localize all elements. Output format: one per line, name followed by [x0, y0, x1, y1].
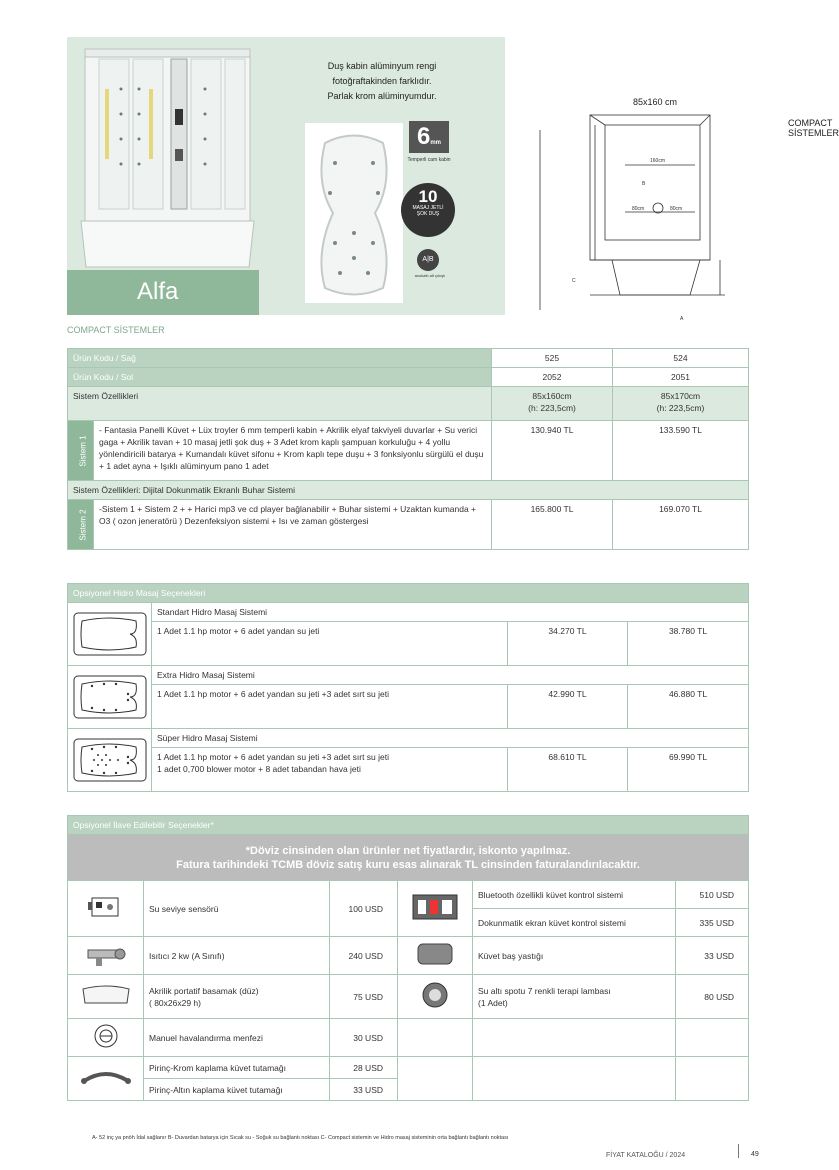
hydro-title: Standart Hidro Masaj Sistemi [152, 603, 749, 622]
glass-badge-caption: Temperli cam kabin [407, 157, 451, 163]
hydro-description: 1 Adet 1.1 hp motor + 6 adet yandan su jeti [152, 622, 508, 666]
option-price: 100 USD [330, 881, 398, 937]
headrest-icon [398, 937, 473, 975]
option-label: Isıtıcı 2 kw (A Sınıfı) [144, 937, 330, 975]
option-price: 335 USD [676, 909, 749, 937]
diagram-size-label: 85x160 cm [632, 97, 678, 107]
option-price: 33 USD [330, 1079, 398, 1101]
system-price-table [67, 348, 749, 550]
option-price: 80 USD [676, 975, 749, 1019]
price-cell: 42.990 TL [508, 685, 628, 729]
bathtub-icon [72, 672, 148, 722]
row-label: Sistem Özellikleri: Dijital Dokunmatik Ekranlı Buhar Sistemi [68, 481, 749, 500]
table-row [68, 1019, 749, 1057]
side-category-label: COMPACT SİSTEMLER [788, 118, 839, 138]
empty-cell [398, 1057, 473, 1101]
svg-text:160cm: 160cm [650, 158, 666, 164]
table-row [68, 500, 749, 550]
option-price: 33 USD [676, 937, 749, 975]
system-label: Sistem 1 [68, 421, 94, 481]
svg-text:C: C [572, 278, 576, 284]
table-row [68, 622, 749, 666]
bathtub-top-view-image [305, 123, 403, 303]
table-row [68, 349, 749, 368]
empty-cell [473, 1019, 676, 1057]
option-label: Su seviye sensörü [144, 881, 330, 937]
tub-thumbnail [68, 603, 152, 666]
table-row [68, 387, 749, 421]
system-description: - Fantasia Panelli Küvet + Lüx troyler 6 mm temperli kabin + Akrilik elyaf takviyeli duvarlar + Su verici gaga + Akrilik tavan + 10 masaj jetli şok duş + 3 Adet krom kaplı şampuan korkuluğu + 4 yollu yönlendiricili batarya + Kumandalı küvet sifonu + Krom kaplı tepe duşu + 3 fonksiyonlu sürgülü el duşu + 1 adet ayna + Işıklı alüminyum pano 1 adet [94, 421, 492, 481]
table-row [68, 835, 749, 881]
row-label: Ürün Kodu / Sol [68, 368, 492, 387]
option-price: 240 USD [330, 937, 398, 975]
price-cell: 169.070 TL [613, 500, 749, 550]
system-label: Sistem 2 [68, 500, 94, 550]
table-row [68, 603, 749, 622]
table-row [68, 975, 749, 1019]
code-cell: 524 [613, 349, 749, 368]
ab-badge-caption: avukatlı alt çıkışlı [414, 273, 446, 278]
hydro-description: 1 Adet 1.1 hp motor + 6 adet yandan su jeti +3 adet sırt su jeti 1 adet 0,700 blower motor + 8 adet tabandan hava jeti [152, 748, 508, 792]
svg-text:80cm: 80cm [670, 206, 683, 212]
table-row [68, 881, 749, 909]
hydro-title: Süper Hidro Masaj Sistemi [152, 729, 749, 748]
massage-jets-badge: 10 MASAJ JETLİ ŞOK DUŞ [401, 183, 455, 237]
code-cell: 2052 [492, 368, 613, 387]
hydro-massage-table [67, 583, 749, 792]
caption-line: Duş kabin alüminyum rengi [327, 61, 437, 71]
empty-cell [473, 1057, 676, 1101]
price-cell: 130.940 TL [492, 421, 613, 481]
step-icon [68, 975, 144, 1019]
option-label: Pirinç-Altın kaplama küvet tutamağı [144, 1079, 330, 1101]
option-label: Akrilik portatif basamak (düz) ( 80x26x29 h) [144, 975, 330, 1019]
section-title: COMPACT SİSTEMLER [67, 325, 165, 335]
option-price: 30 USD [330, 1019, 398, 1057]
price-cell: 165.800 TL [492, 500, 613, 550]
price-cell: 34.270 TL [508, 622, 628, 666]
code-cell: 2051 [613, 368, 749, 387]
row-label: Ürün Kodu / Sağ [68, 349, 492, 368]
option-label: Küvet baş yastığı [473, 937, 676, 975]
table-row [68, 584, 749, 603]
table-row [68, 666, 749, 685]
option-price: 75 USD [330, 975, 398, 1019]
footer-divider [738, 1144, 739, 1158]
empty-cell [676, 1019, 749, 1057]
table-header: Opsiyonel Hidro Masaj Seçenekleri [68, 584, 749, 603]
title-band [67, 270, 259, 315]
empty-cell [398, 1019, 473, 1057]
level-sensor-icon [68, 881, 144, 937]
table-row [68, 1057, 749, 1079]
table-row [68, 421, 749, 481]
option-price: 510 USD [676, 881, 749, 909]
ab-outlet-icon: A|B [417, 249, 439, 271]
handle-icon [68, 1057, 144, 1101]
system-description: -Sistem 1 + Sistem 2 + + Harici mp3 ve cd player bağlanabilir + Buhar sistemi + Uzaktan kumanda + O3 ( ozon jeneratörü ) Dezenfeksiyon sistemi + Isı ve zaman göstergesi [94, 500, 492, 550]
tub-thumbnail [68, 666, 152, 729]
currency-note: *Döviz cinsinden olan ürünler net fiyatlardır, iskonto yapılmaz. Fatura tarihindeki TCMB döviz satış kuru esas alınarak TL cinsinden faturalandırılacaktır. [68, 835, 749, 881]
technical-drawing [540, 110, 736, 325]
price-cell: 68.610 TL [508, 748, 628, 792]
table-row [68, 816, 749, 835]
glass-thickness-badge: 6mm [409, 121, 449, 153]
table-row [68, 729, 749, 748]
size-cell: 85x160cm (h: 223,5cm) [492, 387, 613, 421]
price-cell: 69.990 TL [628, 748, 749, 792]
control-panel-icon [398, 881, 473, 937]
bathtub-icon [72, 735, 148, 785]
bathtub-icon [72, 609, 148, 659]
footnote: A- 52 inç ya pnöh İdal sağlanır B- Duvardan batarya için Sıcak su - Soğuk su bağlantı noktası C- Compact sistemin ve Hidro masaj sisteminin orta bağlantı bağlantı noktası [92, 1135, 509, 1141]
empty-cell [676, 1057, 749, 1101]
table-row [68, 748, 749, 792]
option-price: 28 USD [330, 1057, 398, 1079]
svg-text:80cm: 80cm [632, 206, 645, 212]
table-row [68, 481, 749, 500]
price-cell: 46.880 TL [628, 685, 749, 729]
caption-line: Parlak krom alüminyumdur. [327, 91, 437, 101]
spotlight-icon [398, 975, 473, 1019]
price-cell: 38.780 TL [628, 622, 749, 666]
svg-text:A: A [680, 316, 684, 322]
size-cell: 85x170cm (h: 223,5cm) [613, 387, 749, 421]
option-label: Dokunmatik ekran küvet kontrol sistemi [473, 909, 676, 937]
hero-panel [67, 37, 505, 315]
price-cell: 133.590 TL [613, 421, 749, 481]
options-table [67, 815, 749, 1101]
heater-icon [68, 937, 144, 975]
table-row [68, 368, 749, 387]
option-label: Bluetooth özellikli küvet kontrol sistemi [473, 881, 676, 909]
hydro-title: Extra Hidro Masaj Sistemi [152, 666, 749, 685]
option-label: Pirinç-Krom kaplama küvet tutamağı [144, 1057, 330, 1079]
caption-line: fotoğraftakinden farklıdır. [332, 76, 432, 86]
product-title: Alfa [137, 278, 179, 305]
table-header: Opsiyonel İlave Edilebilir Seçenekler* [68, 816, 749, 835]
option-label: Manuel havalandırma menfezi [144, 1019, 330, 1057]
page-number: 49 [751, 1151, 759, 1158]
shower-cabin-image [81, 49, 254, 274]
hydro-description: 1 Adet 1.1 hp motor + 6 adet yandan su jeti +3 adet sırt su jeti [152, 685, 508, 729]
tub-thumbnail [68, 729, 152, 792]
row-label: Sistem Özellikleri [68, 387, 492, 421]
color-caption [307, 59, 457, 104]
table-row [68, 937, 749, 975]
code-cell: 525 [492, 349, 613, 368]
vent-icon [68, 1019, 144, 1057]
table-row [68, 685, 749, 729]
svg-text:B: B [642, 181, 646, 187]
option-label: Su altı spotu 7 renkli terapi lambası (1 Adet) [473, 975, 676, 1019]
catalog-footer: FİYAT KATALOĞU / 2024 [606, 1152, 686, 1159]
